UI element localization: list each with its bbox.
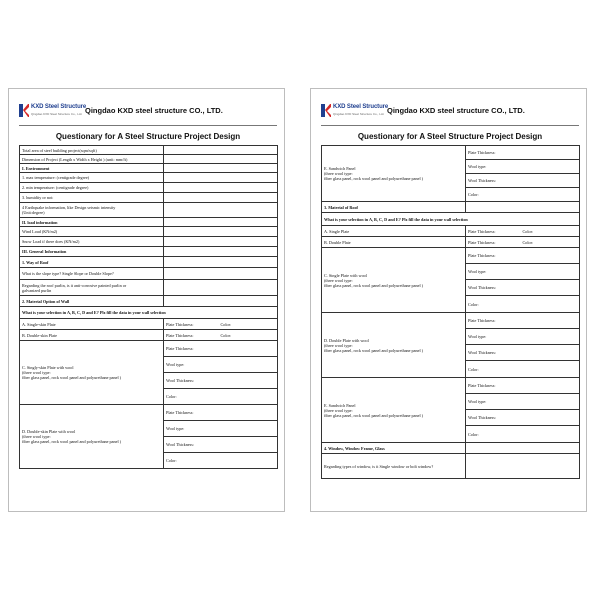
purlin-answer[interactable] [164, 280, 278, 296]
wall-option-e-line-2: (three wool type: [324, 171, 353, 176]
wall-option-e-line-3: fiber glass panel, rock wool panel and polyurethane panel ) [324, 176, 424, 181]
color-field[interactable]: Color: [466, 360, 579, 377]
wool-thickness-field[interactable]: Wool Thickness: [466, 173, 579, 187]
dimension-answer[interactable] [164, 155, 278, 164]
roof-option-e-line-2: (three wool type: [324, 407, 353, 413]
wall-option-b-answer[interactable] [164, 330, 278, 341]
company-logo [19, 103, 87, 123]
roof-option-e-line-3: fiber glass panel, rock wool panel and polyurethane panel ) [324, 412, 424, 418]
roof-question: What is your selection in A, B, C, D and E? Plz fill the data in your wall selection [322, 213, 580, 226]
logo-name: KXD Steel Structure [31, 104, 87, 110]
wall-option-e [322, 146, 466, 202]
plate-thickness-field[interactable]: Plate Thickness: [468, 383, 496, 388]
questionnaire-table-2 [321, 145, 580, 479]
roof-option-c-line-1: C. Single Plate with wool [324, 272, 367, 278]
earthquake-line-2: (Unit:degree) [22, 210, 45, 215]
max-temp-label: 1. max temperature: (centigrade degree) [20, 173, 164, 183]
company-logo [321, 103, 389, 123]
earthquake-label [20, 203, 164, 218]
way-of-roof-heading: 1. Way of Roof [20, 257, 164, 268]
roof-option-d-line-2: (three wool type: [324, 342, 353, 348]
color-field[interactable]: Color: [466, 425, 579, 442]
roof-option-c [322, 248, 466, 313]
plate-thickness-field[interactable]: Plate Thickness: [166, 410, 194, 415]
roof-option-b: B. Double Plate [322, 237, 466, 248]
plate-thickness-label: Plate Thickness: [468, 239, 496, 245]
wall-option-d [20, 405, 164, 469]
wall-option-heading: 2. Material Option of Wall [20, 296, 164, 307]
total-area-label: Total area of steel building project(sqm/sqft) [20, 146, 164, 155]
wool-thickness-field[interactable]: Wool Thickness: [466, 344, 579, 360]
max-temp-answer[interactable] [164, 173, 278, 183]
wool-type-field[interactable]: Wool type: [164, 356, 277, 372]
page-header [19, 103, 277, 123]
roof-option-d-line-1: D. Double Plate with wool [324, 337, 369, 343]
purlin-label [20, 280, 164, 296]
section-environment: I. Environment [20, 164, 164, 173]
page-header [321, 103, 579, 123]
kxd-logo-icon [19, 104, 29, 117]
wall-option-d-line-3: fiber glass panel, rock wool panel and polyurethane panel ) [22, 439, 122, 444]
wall-option-c-line-1: C. Singly-skin Plate with wool [22, 365, 74, 370]
wool-type-field[interactable]: Wool type: [466, 159, 579, 173]
color-label: Color: [522, 228, 534, 234]
wall-option-d-line-2: (three wool type: [22, 434, 51, 439]
window-heading: 4. Window, Window Frame, Glass [322, 443, 466, 454]
color-label: Color: [522, 239, 534, 245]
header-divider [19, 125, 277, 126]
document-title: Questionary for A Steel Structure Project Design [357, 132, 543, 141]
purlin-line-2: galvanized purlin [22, 287, 52, 293]
plate-thickness-field[interactable]: Plate Thickness: [468, 253, 496, 258]
logo-subtitle: Qingdao KXD Steel Structure Co., Ltd. [333, 112, 385, 116]
logo-subtitle: Qingdao KXD Steel Structure Co., Ltd. [31, 112, 83, 116]
slope-type-answer[interactable] [164, 268, 278, 280]
wall-option-e-line-1: E. Sandwich Panel [324, 166, 356, 171]
wall-option-e-answer[interactable] [466, 146, 580, 202]
color-label: Color: [220, 332, 232, 338]
plate-thickness-field[interactable]: Plate Thickness: [468, 318, 496, 323]
window-question: Regarding types of window, is it Single window or bolt window? [322, 454, 466, 479]
roof-option-c-answer[interactable] [466, 248, 580, 313]
color-field[interactable]: Color: [164, 452, 277, 468]
roof-material-heading: 3. Material of Roof [322, 202, 466, 213]
company-name: Qingdao KXD steel structure CO., LTD. [387, 106, 525, 115]
document-title: Questionary for A Steel Structure Project Design [55, 132, 241, 141]
snow-load-label: Snow Load if there does (KN/m2) [20, 237, 164, 247]
humidity-label: 3. humidity or not: [20, 193, 164, 203]
roof-option-d-answer[interactable] [466, 313, 580, 378]
color-label: Color: [220, 321, 232, 327]
roof-option-e-answer[interactable] [466, 378, 580, 443]
wall-option-a: A. Single-skin Plate [20, 319, 164, 330]
wool-type-field[interactable]: Wool type: [466, 263, 579, 279]
questionnaire-page-2 [310, 88, 587, 512]
section-general: III. General Information [20, 247, 164, 257]
wool-thickness-field[interactable]: Wool Thickness: [164, 372, 277, 388]
roof-option-c-line-3: fiber glass panel, rock wool panel and polyurethane panel ) [324, 282, 424, 288]
wall-option-d-line-1: D. Double-skin Plate with wool [22, 429, 76, 434]
questionnaire-table-1 [19, 145, 278, 469]
wall-option-c-line-2: (three wool type: [22, 370, 51, 375]
wool-type-field[interactable]: Wool type: [466, 393, 579, 409]
roof-option-e [322, 378, 466, 443]
wall-option-d-answer[interactable] [164, 405, 278, 469]
plate-thickness-label: Plate Thickness: [166, 321, 194, 327]
earthquake-answer[interactable] [164, 203, 278, 218]
roof-option-e-line-1: E. Sandwich Panel [324, 402, 356, 408]
wool-type-field[interactable]: Wool type: [466, 328, 579, 344]
wool-thickness-field[interactable]: Wool Thickness: [164, 436, 277, 452]
total-area-answer[interactable] [164, 146, 278, 155]
company-name: Qingdao KXD steel structure CO., LTD. [85, 106, 223, 115]
header-divider [321, 125, 579, 126]
purlin-line-1: Regarding the roof purlin, is it anti-corrosive painted purlin or [22, 282, 127, 288]
window-answer[interactable] [466, 454, 580, 479]
plate-thickness-field[interactable]: Plate Thickness: [166, 346, 194, 351]
plate-thickness-label: Plate Thickness: [166, 332, 194, 338]
wool-thickness-field[interactable]: Wool Thickness: [466, 279, 579, 295]
logo-name: KXD Steel Structure [333, 104, 389, 110]
slope-type-label: What is the slope type? Single Slope or Double Slope? [20, 268, 164, 280]
wall-option-c [20, 341, 164, 405]
wall-question: What is your selection in A, B, C, D and E? Plz fill the data in your wall selection [20, 307, 278, 319]
wool-type-field[interactable]: Wool type: [164, 420, 277, 436]
min-temp-answer[interactable] [164, 183, 278, 193]
wall-option-c-answer[interactable] [164, 341, 278, 405]
roof-option-b-answer[interactable] [466, 237, 580, 248]
wall-option-c-line-3: fiber glass panel, rock wool panel and polyurethane panel ) [22, 375, 122, 380]
color-field[interactable]: Color: [466, 187, 579, 201]
wind-load-answer[interactable] [164, 227, 278, 237]
earthquake-line-1: 4 Earthquake information, like Design seismic intensity [22, 205, 116, 210]
wind-load-label: Wind Load (KN/m2) [20, 227, 164, 237]
snow-load-answer[interactable] [164, 237, 278, 247]
color-field[interactable]: Color: [164, 388, 277, 404]
roof-option-d [322, 313, 466, 378]
wall-option-b: B. Double-skin Plate [20, 330, 164, 341]
color-field[interactable]: Color: [466, 295, 579, 312]
plate-thickness-field[interactable]: Plate Thickness: [468, 150, 496, 155]
kxd-logo-icon [321, 104, 331, 117]
dimension-label: Dimension of Project (Length x Width x Height ) (unit: mm/ft) [20, 155, 164, 164]
wool-thickness-field[interactable]: Wool Thickness: [466, 409, 579, 425]
questionnaire-page-1 [8, 88, 285, 512]
wall-option-a-answer[interactable] [164, 319, 278, 330]
section-load: II. load information [20, 218, 164, 227]
plate-thickness-label: Plate Thickness: [468, 228, 496, 234]
humidity-answer[interactable] [164, 193, 278, 203]
roof-option-d-line-3: fiber glass panel, rock wool panel and polyurethane panel ) [324, 347, 424, 353]
roof-option-c-line-2: (three wool type: [324, 277, 353, 283]
roof-option-a-answer[interactable] [466, 226, 580, 237]
min-temp-label: 2. min temperature: (centigrade degree) [20, 183, 164, 193]
roof-option-a: A. Single Plate [322, 226, 466, 237]
